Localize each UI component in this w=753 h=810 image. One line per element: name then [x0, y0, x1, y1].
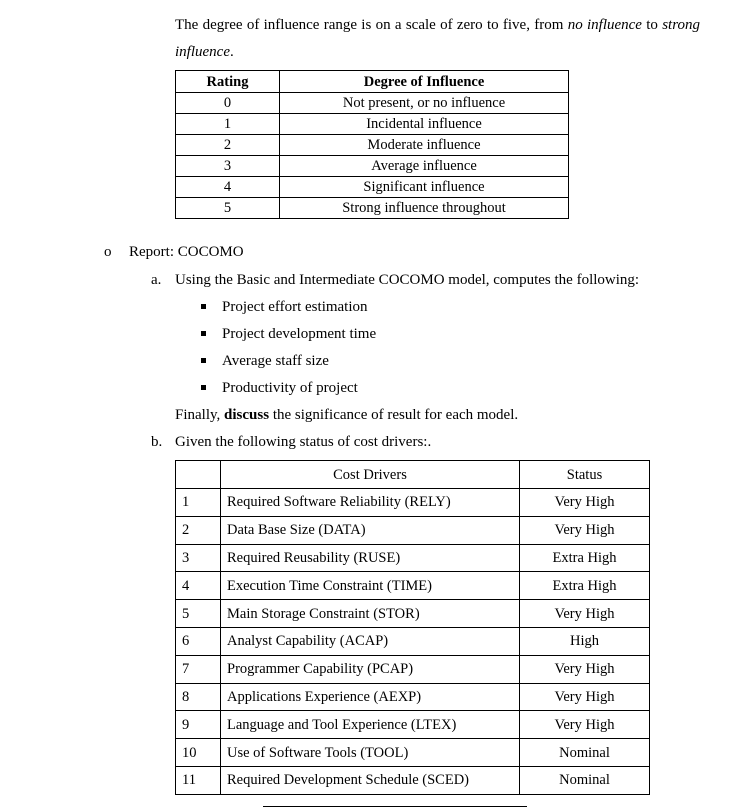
circle-bullet-icon: o: [104, 244, 112, 260]
intro-emphasis-2: strong influence: [175, 17, 700, 60]
finally-bold: discuss: [224, 407, 270, 423]
item-b-text: Given the following status of cost drivers:.: [175, 434, 432, 450]
subitem-productivity: Productivity of project: [222, 380, 358, 396]
driver-cell: Data Base Size (DATA): [221, 516, 520, 544]
row-number: 6: [176, 627, 221, 655]
degree-cell: Moderate influence: [280, 135, 569, 156]
report-title: Report: COCOMO: [129, 244, 244, 260]
row-number: 11: [176, 766, 221, 794]
intro-emphasis-1: no influence: [567, 17, 642, 33]
table-row: [176, 177, 569, 198]
status-cell: Extra High: [520, 544, 650, 572]
table-row: [176, 544, 650, 572]
square-bullet-icon: [201, 358, 206, 363]
finally-post: the significance of result for each model.: [269, 407, 519, 423]
driver-cell: Language and Tool Experience (LTEX): [221, 711, 520, 739]
intro-paragraph: [175, 12, 700, 66]
driver-cell: Required Reusability (RUSE): [221, 544, 520, 572]
degree-cell: Strong influence throughout: [280, 198, 569, 219]
rating-cell: 4: [176, 177, 280, 198]
status-cell: Nominal: [520, 766, 650, 794]
table-row: [176, 156, 569, 177]
rating-table-header: [176, 71, 569, 93]
degree-cell: Not present, or no influence: [280, 93, 569, 114]
row-number: 5: [176, 600, 221, 628]
item-a-text: Using the Basic and Intermediate COCOMO model, computes the following:: [175, 272, 640, 288]
table-row: [176, 489, 650, 517]
intro-text-1: The degree of influence range is on a scale of zero to five, from: [175, 17, 568, 33]
rating-cell: 0: [176, 93, 280, 114]
table-row: [176, 683, 650, 711]
item-b-label: b.: [151, 434, 163, 450]
driver-cell: Applications Experience (AEXP): [221, 683, 520, 711]
rating-cell: 2: [176, 135, 280, 156]
row-number: 10: [176, 739, 221, 767]
degree-header: Degree of Influence: [280, 71, 569, 93]
rating-cell: 3: [176, 156, 280, 177]
driver-cell: Required Software Reliability (RELY): [221, 489, 520, 517]
driver-cell: Main Storage Constraint (STOR): [221, 600, 520, 628]
intro-text-3: .: [229, 44, 234, 60]
subitem-dev-time: Project development time: [222, 326, 377, 342]
table-row: [176, 627, 650, 655]
square-bullet-icon: [201, 331, 206, 336]
number-header: [176, 461, 221, 489]
subitem-staff-size: Average staff size: [222, 353, 329, 369]
row-number: 8: [176, 683, 221, 711]
driver-cell: Use of Software Tools (TOOL): [221, 739, 520, 767]
table-row: [176, 93, 569, 114]
rating-header: Rating: [176, 71, 280, 93]
rating-cell: 1: [176, 114, 280, 135]
table-row: [176, 135, 569, 156]
table-row: [176, 572, 650, 600]
item-a-label: a.: [151, 272, 162, 288]
table-row: [176, 655, 650, 683]
row-number: 4: [176, 572, 221, 600]
row-number: 1: [176, 489, 221, 517]
square-bullet-icon: [201, 304, 206, 309]
degree-cell: Average influence: [280, 156, 569, 177]
table-row: [176, 114, 569, 135]
row-number: 3: [176, 544, 221, 572]
status-cell: Very High: [520, 711, 650, 739]
cost-table-header: [176, 461, 650, 489]
status-cell: Very High: [520, 655, 650, 683]
driver-cell: Analyst Capability (ACAP): [221, 627, 520, 655]
status-header: Status: [520, 461, 650, 489]
status-cell: Extra High: [520, 572, 650, 600]
square-bullet-icon: [201, 385, 206, 390]
table-row: [176, 600, 650, 628]
status-cell: High: [520, 627, 650, 655]
row-number: 7: [176, 655, 221, 683]
driver-cell: Execution Time Constraint (TIME): [221, 572, 520, 600]
degree-cell: Significant influence: [280, 177, 569, 198]
row-number: 2: [176, 516, 221, 544]
table-row: [176, 766, 650, 794]
row-number: 9: [176, 711, 221, 739]
finally-pre: Finally,: [175, 407, 225, 423]
rating-cell: 5: [176, 198, 280, 219]
driver-cell: Programmer Capability (PCAP): [221, 655, 520, 683]
status-cell: Very High: [520, 489, 650, 517]
driver-cell: Required Development Schedule (SCED): [221, 766, 520, 794]
status-cell: Very High: [520, 516, 650, 544]
status-cell: Very High: [520, 600, 650, 628]
status-cell: Nominal: [520, 739, 650, 767]
status-cell: Very High: [520, 683, 650, 711]
table-row: [176, 516, 650, 544]
intro-text-2: to: [641, 17, 663, 33]
table-row: [176, 198, 569, 219]
degree-cell: Incidental influence: [280, 114, 569, 135]
footer-divider: [263, 806, 527, 807]
cost-drivers-table: [175, 460, 650, 795]
table-row: [176, 711, 650, 739]
rating-table: [175, 70, 569, 219]
cost-drivers-header: Cost Drivers: [221, 461, 520, 489]
subitem-effort: Project effort estimation: [222, 299, 368, 315]
finally-sentence: [175, 407, 518, 424]
table-row: [176, 739, 650, 767]
